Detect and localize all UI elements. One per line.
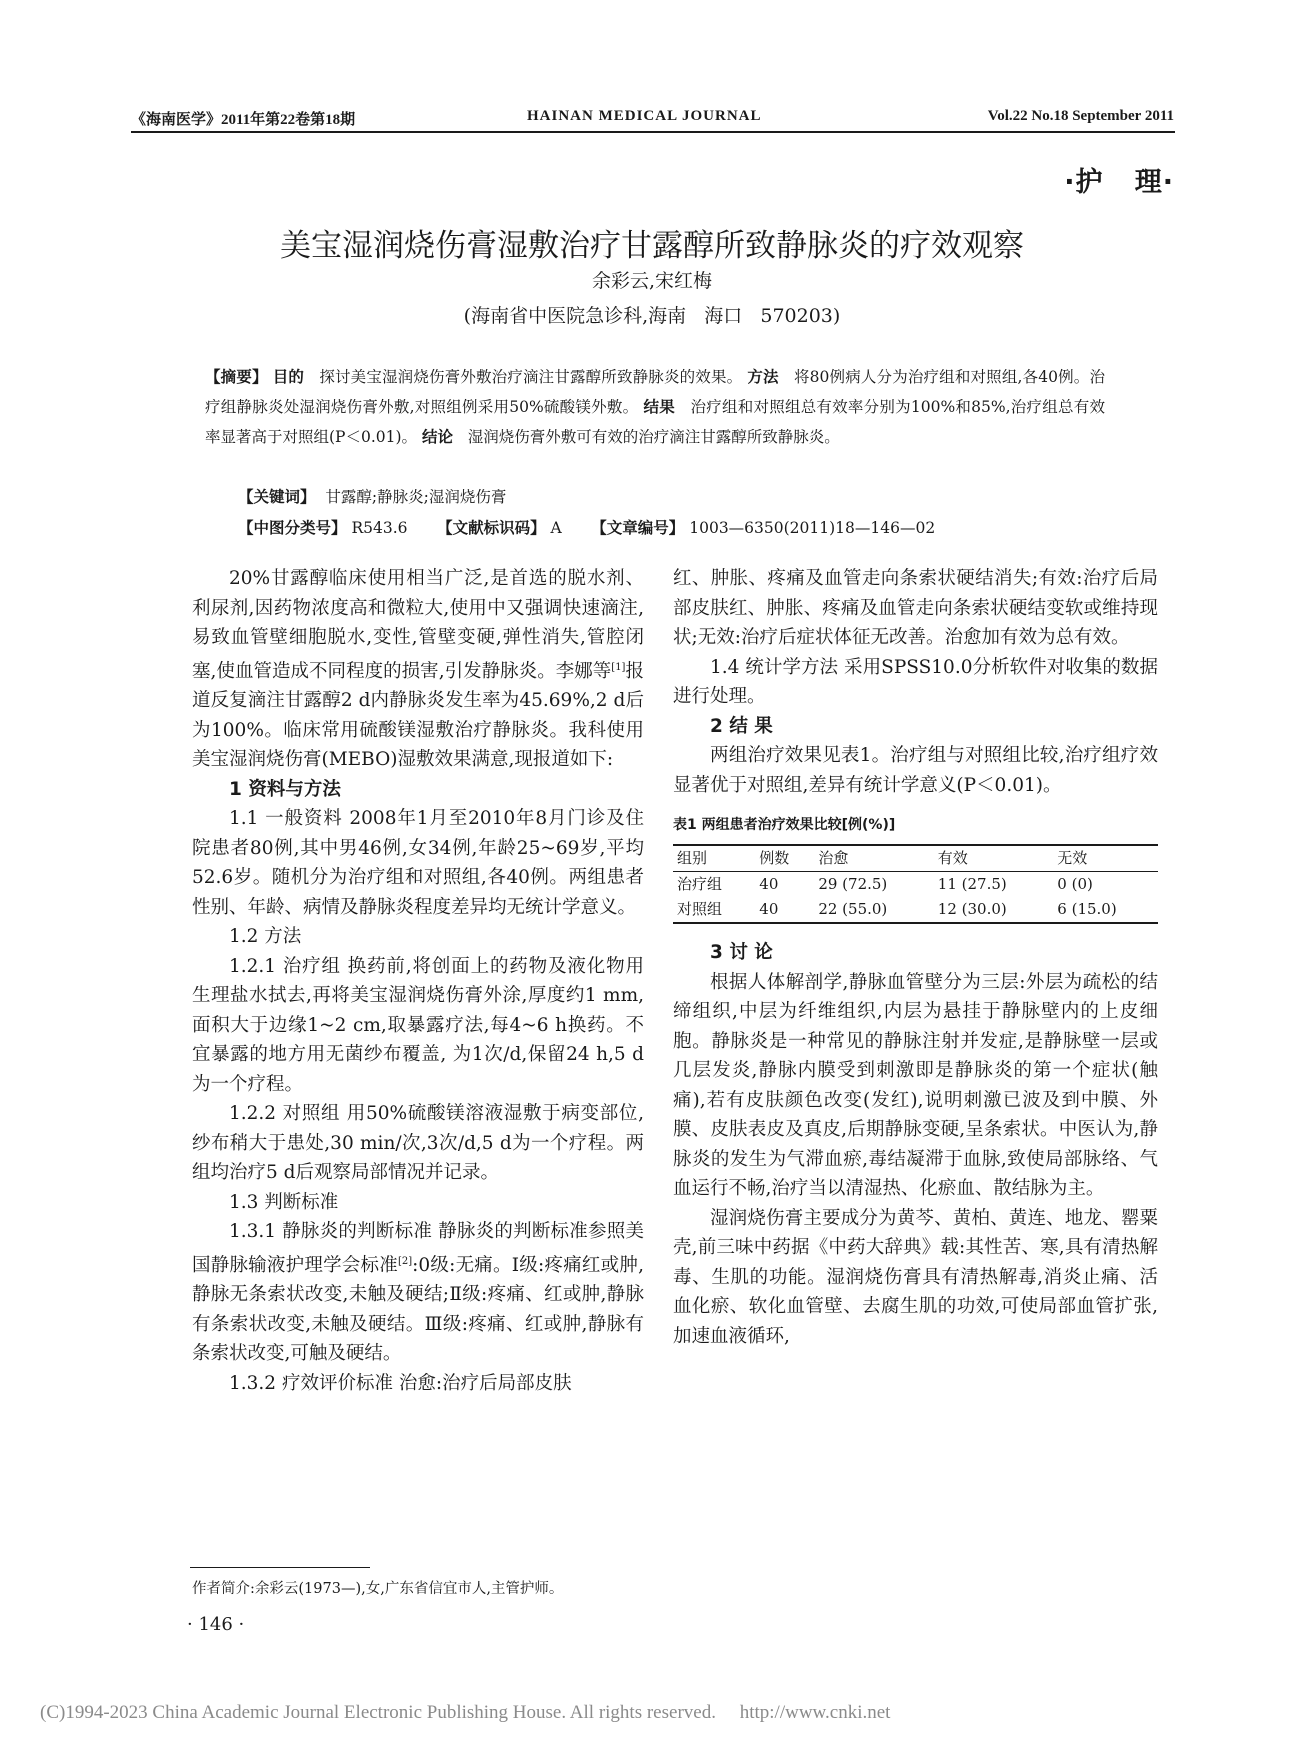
- table-header: 组别: [677, 849, 708, 867]
- method-label: 方法: [747, 368, 779, 386]
- para-1-3-2: 1.3.2 疗效评价标准 治愈:治疗后局部皮肤: [229, 1372, 572, 1394]
- affiliation: (海南省中医院急诊科,海南 海口 570203): [463, 305, 841, 327]
- table-header: 治愈: [818, 849, 849, 867]
- article-value: 1003—6350(2011)18—146—02: [689, 519, 936, 537]
- table-cell: 0 (0): [1057, 875, 1093, 893]
- table-cell: 治疗组: [677, 875, 723, 893]
- para-1-1: 1.1 一般资料 2008年1月至2010年8月门诊及住院患者80例,其中男46例,女34例,年龄25~69岁,平均52.6岁。随机分为治疗组和对照组,各40例。两组患者性别、年龄、病情及静脉炎程度差异均无统计学意义。: [192, 808, 644, 918]
- para-discussion-1: 根据人体解剖学,静脉血管壁分为三层:外层为疏松的结缔组织,中层为纤维组织,内层为悬挂于静脉壁内的上皮细胞。静脉炎是一种常见的静脉注射并发症,是静脉壁一层或几层发炎,静脉内膜受到刺激即是静脉炎的第一个症状(触痛),若有皮肤颜色改变(发红),说明刺激已波及到中膜、外膜、皮肤表皮及真皮,后期静脉变硬,呈条索状。中医认为,静脉炎的发生为气滞血瘀,毒结凝滞于血脉,致使局部脉络、气血运行不畅,治疗当以清湿热、化瘀血、散结脉为主。: [673, 971, 1158, 1199]
- right-column: [673, 564, 1158, 1351]
- aim-text: 探讨美宝湿润烧伤膏外敷治疗滴注甘露醇所致静脉炎的效果。: [319, 368, 743, 386]
- author-footnote: 作者简介:余彩云(1973—),女,广东省信宜市人,主管护师。: [192, 1581, 564, 1597]
- conclusion-text: 湿润烧伤膏外敷可有效的治疗滴注甘露醇所致静脉炎。: [467, 428, 840, 446]
- para-1-3-1-text-b: :0级:无痛。Ⅰ级:疼痛红或肿,静脉无条索状改变,未触及硬结;Ⅱ级:疼痛、红或肿,静脉有条索状改变,未触及硬结。Ⅲ级:疼痛、红或肿,静脉有条索状改变,可触及硬结。: [192, 1254, 644, 1365]
- keywords-label: 【关键词】: [238, 488, 316, 506]
- para-discussion-2: 湿润烧伤膏主要成分为黄芩、黄柏、黄连、地龙、罂粟壳,前三味中药据《中药大辞典》载:其性苦、寒,具有清热解毒、生肌的功能。湿润烧伤膏具有清热解毒,消炎止痛、活血化瘀、软化血管壁、去腐生肌的功效,可使局部血管扩张,加速血液循环,: [673, 1207, 1158, 1347]
- ref-1: [1]: [611, 661, 626, 673]
- heading-methods: 1 资料与方法: [229, 778, 341, 800]
- abstract: [205, 362, 1105, 452]
- copyright-notice: (C)1994-2023 China Academic Journal Electronic Publishing House. All rights reserved. http://www.cnki.net: [40, 1702, 891, 1723]
- intro-text-2: 报道反复滴注甘露醇2 d内静脉炎发生率为45.69%,2 d后为100%。临床常用硫酸镁湿敷治疗静脉炎。我科使用美宝湿润烧伤膏(MEBO)湿敷效果满意,现报道如下:: [192, 660, 644, 771]
- para-1-3: 1.3 判断标准: [229, 1191, 339, 1213]
- aim-label: 目的: [272, 368, 305, 386]
- header-volume: Vol.22 No.18 September 2011: [987, 108, 1174, 124]
- keywords: [238, 485, 506, 507]
- header-journal-cn: 《海南医学》2011年第22卷第18期: [131, 112, 356, 128]
- table-header-row: [673, 845, 1158, 872]
- table-cell: 29 (72.5): [818, 875, 888, 893]
- para-1-3-1-text-a: 1.3.1 静脉炎的判断标准 静脉炎的判断标准参照美国静脉输液护理学会标准: [192, 1221, 644, 1276]
- intro-text-1: 20%甘露醇临床使用相当广泛,是首选的脱水剂、利尿剂,因药物浓度高和微粒大,使用中又强调快速滴注,易致血管壁细胞脱水,变性,管壁变硬,弹性消失,管腔闭塞,使血管造成不同程度的损害,引发静脉炎。李娜等: [192, 568, 644, 682]
- table-cell: 6 (15.0): [1057, 900, 1117, 918]
- result-label: 结果: [643, 398, 676, 416]
- header-journal-en: HAINAN MEDICAL JOURNAL: [527, 108, 762, 124]
- authors: 余彩云,宋红梅: [591, 270, 713, 292]
- clc-label: 【中图分类号】: [238, 519, 347, 537]
- table-header: 无效: [1057, 849, 1088, 867]
- result-text: 治疗组和对照组总有效率分别为100%和85%,治疗组总有效率显著高于对照组(P＜0.01)。: [205, 398, 1105, 446]
- table-header: 有效: [937, 849, 968, 867]
- table-header: 例数: [759, 849, 790, 867]
- para-1-2-1: 1.2.1 治疗组 换药前,将创面上的药物及液化物用生理盐水拭去,再将美宝湿润烧伤膏外涂,厚度约1 mm,面积大于边缘1~2 cm,取暴露疗法,每4~6 h换药。不宜暴露的地方用无菌纱布覆盖, 为1次/d,保留24 h,5 d为一个疗程。: [192, 955, 644, 1095]
- article-label: 【文章编号】: [591, 519, 685, 537]
- para-1-2-2: 1.2.2 对照组 用50%硫酸镁溶液湿敷于病变部位,纱布稍大于患处,30 min/次,3次/d,5 d为一个疗程。两组均治疗5 d后观察局部情况并记录。: [192, 1103, 644, 1184]
- results-table: [673, 844, 1158, 924]
- table-row: [673, 897, 1158, 923]
- table-cell: 对照组: [677, 900, 723, 918]
- intro-paragraph: [192, 564, 644, 775]
- article-title: 美宝湿润烧伤膏湿敷治疗甘露醇所致静脉炎的疗效观察: [280, 228, 1024, 264]
- para-results: 两组治疗效果见表1。治疗组与对照组比较,治疗组疗效显著优于对照组,差异有统计学意义(P＜0.01)。: [673, 745, 1158, 796]
- method-text: 将80例病人分为治疗组和对照组,各40例。治疗组静脉炎处湿润烧伤膏外敷,对照组例采用50%硫酸镁外敷。: [205, 368, 1105, 416]
- table-cell: 12 (30.0): [937, 900, 1007, 918]
- table-cell: 40: [759, 900, 779, 918]
- table-cell: 22 (55.0): [818, 900, 888, 918]
- para-1-2: 1.2 方法: [229, 926, 302, 948]
- doc-label: 【文献标识码】: [437, 519, 546, 537]
- left-column: [192, 564, 644, 1398]
- table-cell: 11 (27.5): [937, 875, 1007, 893]
- heading-results: 2 结 果: [710, 715, 773, 737]
- conclusion-label: 结论: [421, 428, 453, 446]
- table-row: [673, 872, 1158, 898]
- doc-value: A: [550, 519, 562, 537]
- ref-2: [2]: [397, 1255, 413, 1267]
- para-1-4: 1.4 统计学方法 采用SPSS10.0分析软件对收集的数据进行处理。: [673, 656, 1158, 707]
- para-continued: 红、肿胀、疼痛及血管走向条索状硬结消失;有效:治疗后局部皮肤红、肿胀、疼痛及血管走向条索状硬结变软或维持现状;无效:治疗后症状体征无改善。治愈加有效为总有效。: [673, 568, 1158, 648]
- keywords-value: 甘露醇;静脉炎;湿润烧伤膏: [325, 488, 507, 506]
- classification: [238, 516, 935, 538]
- footnote-rule: [190, 1567, 370, 1568]
- table-caption: 表1 两组患者治疗效果比较[例(%)]: [673, 817, 896, 833]
- clc-value: R543.6: [351, 519, 408, 537]
- para-1-3-1: [192, 1217, 644, 1369]
- page-number: · 146 ·: [187, 1614, 245, 1635]
- heading-discussion: 3 讨 论: [710, 942, 773, 963]
- table-cell: 40: [759, 875, 779, 893]
- abstract-label: 【摘要】: [205, 368, 268, 386]
- header-rule: [131, 131, 1175, 133]
- section-tag: ·护 理·: [1064, 167, 1174, 198]
